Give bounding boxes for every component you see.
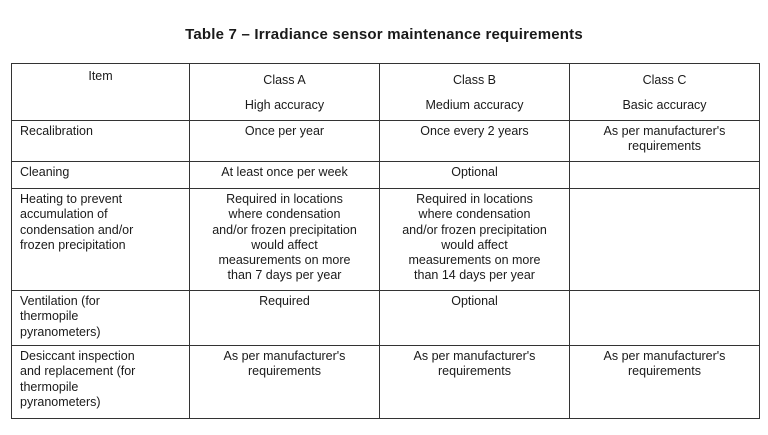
item-cell: Heating to prevent accumulation of condensation and/or frozen precipitation [12, 189, 190, 291]
requirement-cell: Required in locations where condensation and/or frozen precipitation would affect measurements on more than 7 days per year [190, 189, 380, 291]
column-header: Class B Medium accuracy [380, 64, 570, 121]
requirement-cell: As per manufacturer's requirements [570, 121, 760, 162]
requirement-cell [570, 291, 760, 346]
requirement-cell: Once every 2 years [380, 121, 570, 162]
table-title: Table 7 – Irradiance sensor maintenance requirements [185, 26, 583, 43]
table-row [12, 346, 760, 419]
column-header: Class A High accuracy [190, 64, 380, 121]
requirement-cell: Optional [380, 291, 570, 346]
header-row [12, 64, 760, 121]
requirement-cell: Optional [380, 162, 570, 189]
requirement-cell [570, 162, 760, 189]
requirement-cell: Once per year [190, 121, 380, 162]
item-cell: Ventilation (for thermopile pyranometers) [12, 291, 190, 346]
maintenance-requirements-table [11, 63, 760, 419]
item-cell: Recalibration [12, 121, 190, 162]
table-row [12, 291, 760, 346]
requirement-cell: Required in locations where condensation and/or frozen precipitation would affect measurements on more than 14 days per year [380, 189, 570, 291]
table-row [12, 121, 760, 162]
requirement-cell: As per manufacturer's requirements [570, 346, 760, 419]
column-header: Class C Basic accuracy [570, 64, 760, 121]
table-row [12, 189, 760, 291]
requirement-cell: At least once per week [190, 162, 380, 189]
item-cell: Cleaning [12, 162, 190, 189]
requirement-cell: As per manufacturer's requirements [190, 346, 380, 419]
requirement-cell: As per manufacturer's requirements [380, 346, 570, 419]
requirement-cell: Required [190, 291, 380, 346]
table-row [12, 162, 760, 189]
requirement-cell [570, 189, 760, 291]
item-cell: Desiccant inspection and replacement (for thermopile pyranometers) [12, 346, 190, 419]
column-header: Item [12, 64, 190, 121]
